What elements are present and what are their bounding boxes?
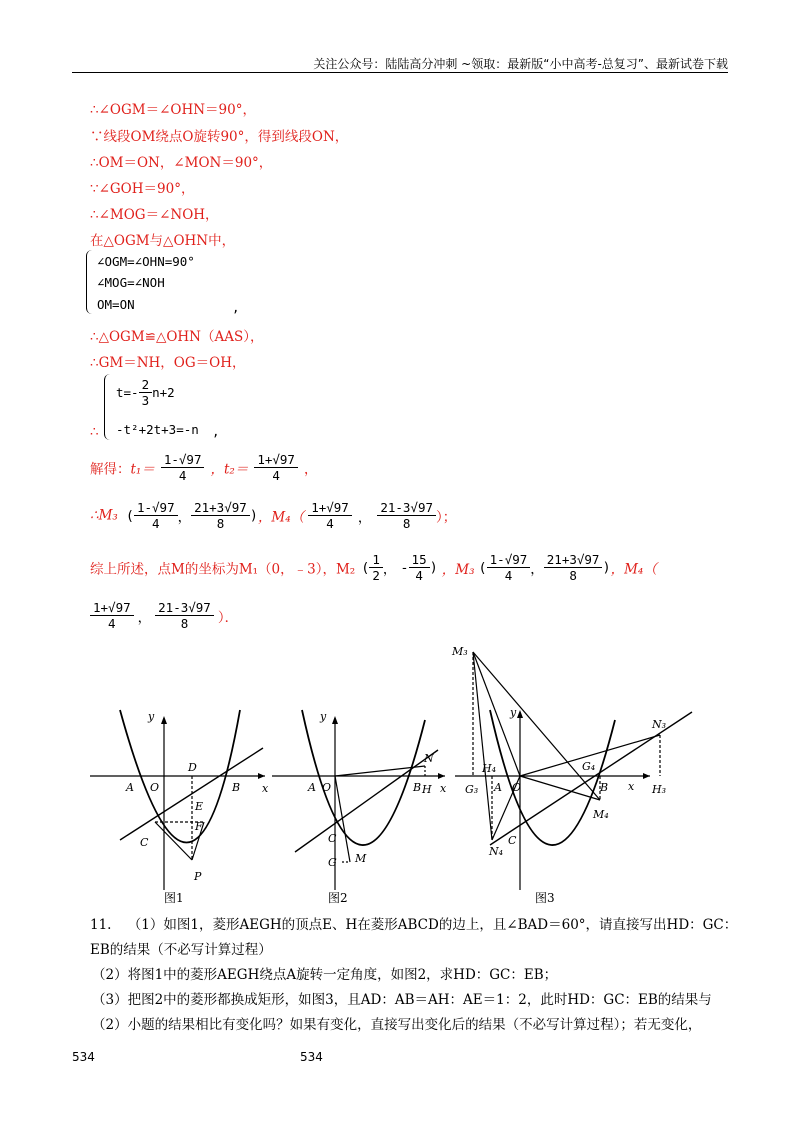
summary-pre: 综上所述，点M的坐标为M₁（0，﹣3），M₂: [90, 561, 356, 578]
m2-x-num: 1: [369, 552, 383, 568]
comma: ，: [177, 509, 192, 526]
t2-num: 1+√97: [254, 452, 298, 468]
question-line-1: [90, 913, 737, 933]
sum-m4-y: [155, 600, 214, 631]
m3-y-den: 8: [216, 516, 225, 531]
comma: ，: [530, 561, 544, 578]
fig3-m3n4: [473, 652, 492, 840]
fig2-on: [335, 766, 425, 776]
fig3-label-A: A: [494, 781, 502, 794]
sum-m3-y: [544, 552, 603, 583]
header-rule: [72, 72, 728, 73]
question-part-3: （3）把图2中的菱形都换成矩形，如图3，且AD：AB＝AH：AE＝1：2，此时HD：GC：EB的结果与: [92, 992, 712, 1008]
close-paren: ): [249, 507, 258, 524]
fig1-label-D: D: [188, 761, 197, 774]
question-part-2: （2）将图1中的菱形AEGH绕点A旋转一定角度，如图2，求HD：GC：EB；: [92, 967, 558, 983]
question-number: 11.: [90, 917, 112, 933]
fig1-label-B: B: [232, 781, 241, 794]
comma: ，: [382, 561, 397, 578]
fig1-label-A: A: [126, 781, 134, 794]
m3-y: [191, 500, 250, 531]
figure-3: [451, 645, 692, 905]
fig3-label-x: x: [628, 780, 635, 793]
open-paren: (: [361, 559, 370, 576]
fig3-label-H4: H₄: [482, 762, 497, 775]
solution-line-8: ∴GM＝NH，OG＝OH，: [90, 355, 246, 371]
m4-y-den: 8: [402, 516, 411, 531]
fig2-label-O: O: [322, 781, 332, 794]
t1-fraction: [161, 452, 205, 483]
m4-x-num: 1+√97: [308, 500, 352, 516]
minus-sign: -: [400, 559, 409, 576]
sum-m4-x-den: 4: [108, 616, 116, 631]
system-2-line-2: -t²+2t+3=-n: [116, 422, 199, 437]
fig3-om4: [520, 776, 600, 800]
fig2-parabola: [302, 710, 425, 845]
summary-row: [90, 552, 657, 583]
t-end: ，: [303, 461, 318, 478]
frac-den: 3: [141, 393, 150, 408]
comma: ，: [357, 509, 372, 526]
sum-m3-x: [487, 552, 531, 583]
fig1-label-O: O: [150, 781, 160, 794]
solve-label: 解得：: [90, 461, 131, 478]
sum-m3-y-den: 8: [569, 568, 577, 583]
fig2-label-x: x: [440, 782, 447, 795]
t1-label: t₁＝: [130, 461, 155, 478]
page-header: 关注公众号：陆陆高分冲刺 ~领取：最新版“小中高考-总复习”、最新试卷下载: [313, 57, 728, 71]
fig2-x-arrow: [438, 773, 445, 779]
fraction-2-3: [139, 377, 153, 408]
footer-page-center: 534: [300, 1050, 323, 1064]
m4-x: [308, 500, 352, 531]
system-1-comma: ,: [232, 300, 240, 315]
sum-m3-x-num: 1-√97: [487, 552, 531, 568]
fig3-y-arrow: [517, 710, 523, 718]
fig3-label-N3: N₃: [652, 718, 667, 731]
sys2-pre: t=-: [116, 385, 139, 400]
fig1-label-E: E: [195, 800, 204, 813]
solution-line-7: ∴△OGM≌△OHN（AAS），: [90, 329, 264, 345]
fig1-label-y: y: [148, 710, 155, 723]
figures-panel: [80, 640, 720, 910]
m2-y-den: 4: [415, 568, 423, 583]
fig2-y-arrow: [332, 716, 338, 724]
t2-label: ，t₂＝: [210, 461, 249, 478]
fig3-parabola: [490, 710, 615, 845]
t1-den: 4: [178, 468, 187, 483]
fig3-x-arrow: [643, 773, 650, 779]
solution-line-2: ∵线段OM绕点O旋转90°，得到线段ON，: [90, 129, 349, 145]
fig1-x-arrow: [258, 773, 265, 779]
sum-m3-y-num: 21+3√97: [544, 552, 603, 568]
solution-line-3: ∴OM＝ON，∠MON＝90°，: [90, 155, 273, 171]
fig3-label-y: y: [510, 706, 517, 719]
t1-num: 1-√97: [161, 452, 205, 468]
open-paren: (: [125, 507, 134, 524]
m3-x: [134, 500, 178, 531]
fig1-label-F: F: [195, 820, 203, 833]
fig2-om: [335, 776, 350, 862]
m3-y-num: 21+3√97: [191, 500, 250, 516]
fig3-label-G3: G₃: [465, 783, 479, 796]
fig2-label-N: N: [424, 752, 434, 765]
sum-m4-x: [90, 600, 134, 631]
fig2-label-M: M: [355, 852, 367, 865]
system-brace-2: [104, 374, 112, 440]
m3-label: ∴M₃: [90, 507, 118, 524]
fig1-caption: 图1: [164, 891, 184, 905]
t2-den: 4: [272, 468, 280, 483]
therefore-symbol: ∴: [90, 424, 99, 440]
fig2-caption: 图2: [328, 891, 348, 905]
m4-x-den: 4: [326, 516, 334, 531]
system-brace-1: [86, 250, 94, 314]
fig3-caption: 图3: [535, 891, 555, 905]
fig3-label-C: C: [508, 834, 517, 847]
m3-x-num: 1-√97: [134, 500, 178, 516]
system-2-comma: ,: [212, 424, 220, 439]
fig3-label-B: B: [600, 781, 609, 794]
close-paren: ): [429, 559, 438, 576]
solution-line-6: 在△OGM与△OHN中，: [90, 233, 236, 249]
m2-y: [409, 552, 430, 583]
system-1-line-1: ∠OGM=∠OHN=90°: [97, 254, 195, 269]
solution-line-4: ∵∠GOH＝90°，: [90, 181, 195, 197]
figure-2: [272, 710, 447, 905]
fig1-label-C: C: [140, 836, 149, 849]
m4-end: ）；: [436, 509, 457, 526]
m4-y-num: 21-3√97: [377, 500, 436, 516]
t2-fraction: [254, 452, 298, 483]
m4-y: [377, 500, 436, 531]
fig1-label-x: x: [262, 782, 269, 795]
fig2-label-B: B: [413, 781, 422, 794]
system-2-line-1: [116, 377, 175, 408]
m2-y-num: 15: [409, 552, 430, 568]
system-1-line-2: ∠MOG=∠NOH: [97, 275, 165, 290]
fig3-label-H3: H₃: [652, 783, 667, 796]
sum-m4-y-num: 21-3√97: [155, 600, 214, 616]
fig3-label-G4: G₄: [582, 760, 596, 773]
summary-row-2: [90, 600, 238, 631]
open-paren: (: [478, 559, 487, 576]
sum-m4-y-den: 8: [180, 616, 189, 631]
solution-line-1: ∴∠OGM＝∠OHN＝90°，: [90, 102, 256, 118]
frac-num: 2: [139, 377, 153, 393]
m4-label: ，M₄（: [257, 509, 305, 526]
question-part-1b: EB的结果（不必写计算过程）: [90, 942, 272, 958]
question-part-1a: （1）如图1，菱形AEGH的顶点E、H在菱形ABCD的边上，且∠BAD＝60°，请直接写出HD：GC：: [127, 917, 738, 933]
summary-m4: ，M₄（: [610, 561, 657, 578]
footer-page-left: 534: [72, 1050, 95, 1064]
system-1-line-3: OM=ON: [97, 297, 135, 312]
fig1-y-arrow: [161, 716, 167, 724]
fig2-label-H: H: [422, 783, 432, 796]
fig2-label-G: G: [328, 856, 337, 869]
sum-m4-x-num: 1+√97: [90, 600, 134, 616]
figure-1: [90, 710, 269, 905]
t-solution-row: [90, 452, 317, 483]
fig1-cp: [155, 822, 192, 860]
fig1-label-P: P: [194, 870, 202, 883]
fig2-label-C: C: [328, 832, 337, 845]
question-part-4: （2）小题的结果相比有变化吗？如果有变化，直接写出变化后的结果（不必写计算过程）；若无变化，: [92, 1017, 702, 1033]
fig3-label-M4: M₄: [593, 808, 609, 821]
fig2-label-A: A: [308, 781, 316, 794]
m3-m4-row: [90, 500, 456, 531]
fig3-label-N4: N₄: [489, 845, 504, 858]
summary-m3: ，M₃: [441, 561, 475, 578]
close-paren: ): [602, 559, 611, 576]
summary-end: ）．: [217, 609, 239, 626]
comma: ，: [137, 609, 152, 626]
m2-x-den: 2: [372, 568, 380, 583]
sys2-post: n+2: [152, 385, 175, 400]
m3-x-den: 4: [152, 516, 160, 531]
fig3-label-O: O: [512, 781, 522, 794]
m2-x: [369, 552, 383, 583]
fig3-label-M3: M₃: [452, 645, 468, 658]
fig2-label-y: y: [320, 710, 327, 723]
sum-m3-x-den: 4: [504, 568, 513, 583]
solution-line-5: ∴∠MOG＝∠NOH，: [90, 207, 219, 223]
